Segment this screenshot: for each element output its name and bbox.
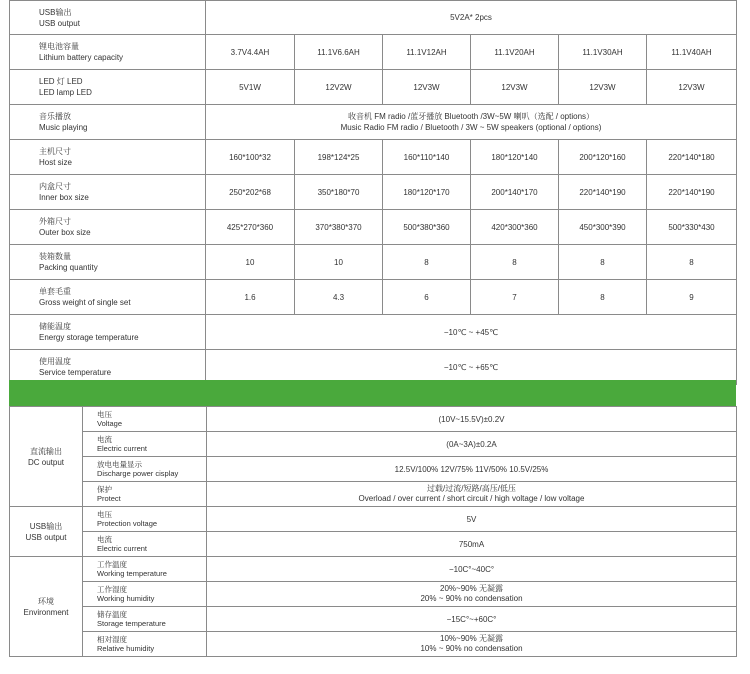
spec-value: 1.6 (206, 280, 295, 315)
spec-label-cn: 音乐播放 (39, 112, 71, 121)
spec-value: 180*120*140 (471, 140, 559, 175)
output-group-label (10, 507, 83, 557)
spec-label-en: Service temperature (39, 368, 112, 377)
output-param-value (207, 632, 737, 657)
spec-value: 4.3 (295, 280, 383, 315)
output-param-label (83, 632, 207, 657)
spec-value: 220*140*190 (559, 175, 647, 210)
spec-value: 370*380*370 (295, 210, 383, 245)
output-value-line: Overload / over current / short circuit / high voltage / low voltage (358, 494, 585, 503)
spec-label-cn: 外箱尺寸 (39, 217, 71, 226)
output-param-label (83, 607, 207, 632)
spec-value: 3.7V4.4AH (206, 35, 295, 70)
spec-label-en: Energy storage temperature (39, 333, 139, 342)
output-param-cn: 工作温度 (97, 560, 127, 569)
output-param-cn: 电流 (97, 535, 112, 544)
output-param-cn: 相对湿度 (97, 635, 127, 644)
spec-value: 12V3W (559, 70, 647, 105)
output-value-text: (10V~15.5V)±0.2V (438, 414, 505, 424)
spec-value: 12V3W (471, 70, 559, 105)
spec-label-en: Lithium battery capacity (39, 53, 124, 62)
output-param-value (207, 607, 737, 632)
spec-value: 12V2W (295, 70, 383, 105)
spec-label-cn: 主机尺寸 (39, 147, 71, 156)
spec-value: 425*270*360 (206, 210, 295, 245)
output-value-line: 20%~90% 无凝露 (440, 584, 503, 593)
spec-label-en: Music playing (39, 123, 88, 132)
output-value-text: 12.5V/100% 12V/75% 11V/50% 10.5V/25% (394, 464, 549, 474)
output-param-cn: 保护 (97, 485, 112, 494)
output-param-en: Discharge power cisplay (97, 469, 179, 478)
spec-label-en: Gross weight of single set (39, 298, 131, 307)
spec-label-cn: USB输出 (39, 7, 72, 17)
output-param-value (207, 407, 737, 432)
spec-label-cn: 使用温度 (39, 357, 71, 366)
output-row (10, 457, 737, 482)
spec-label-en: Outer box size (39, 228, 91, 237)
output-param-en: Voltage (97, 419, 123, 428)
output-param-label (83, 482, 207, 507)
spec-row (10, 1, 737, 35)
spec-value: 220*140*190 (647, 175, 737, 210)
output-row (10, 482, 737, 507)
spec-label (10, 315, 206, 350)
spec-row (10, 280, 737, 315)
spec-value: 12V3W (383, 70, 471, 105)
output-param-label (83, 432, 207, 457)
spec-value: 6 (383, 280, 471, 315)
output-param-en: Working humidity (97, 594, 155, 603)
output-row (10, 407, 737, 432)
output-group-label (10, 407, 83, 507)
output-value-line: 过载/过流/短路/高压/低压 (427, 484, 516, 493)
spec-label-cn: 内盒尺寸 (39, 182, 71, 191)
output-param-cn: 放电电量显示 (97, 460, 142, 469)
output-value-line: 10%~90% 无凝露 (440, 634, 503, 643)
spec-label (10, 245, 206, 280)
spec-value: 8 (647, 245, 737, 280)
output-row (10, 557, 737, 582)
spec-value: 11.1V40AH (647, 35, 737, 70)
output-value-text: 750mA (458, 539, 485, 549)
spec-label-en: Inner box size (39, 193, 89, 202)
output-param-cn: 电压 (97, 510, 112, 519)
output-param-label (83, 557, 207, 582)
output-param-en: Storage temperature (97, 619, 166, 628)
spec-label (10, 105, 206, 140)
output-group-en: USB output (25, 532, 67, 542)
output-group-label (10, 557, 83, 657)
output-param-label (83, 532, 207, 557)
spec-value: 500*330*430 (647, 210, 737, 245)
spec-value: 450*300*390 (559, 210, 647, 245)
spec-label-cn: 装箱数量 (39, 252, 71, 261)
output-param-cn: 电流 (97, 435, 112, 444)
output-param-value (207, 557, 737, 582)
spec-merged-value (206, 105, 737, 140)
spec-merged-text: −10℃ ~ +45℃ (443, 327, 499, 337)
output-param-cn: 电压 (97, 410, 112, 419)
output-row (10, 432, 737, 457)
spec-value: 9 (647, 280, 737, 315)
spec-row (10, 140, 737, 175)
spec-value: 12V3W (647, 70, 737, 105)
output-group-cn: USB输出 (29, 521, 63, 531)
output-row (10, 607, 737, 632)
spec-label-en: LED lamp LED (39, 88, 92, 97)
spec-label (10, 280, 206, 315)
spec-value: 8 (559, 280, 647, 315)
output-table (9, 406, 737, 657)
spec-value: 11.1V30AH (559, 35, 647, 70)
spec-label-cn: 储能温度 (39, 322, 71, 331)
output-row (10, 532, 737, 557)
spec-merged-line: Music Radio FM radio / Bluetooth / 3W ~ 5W speakers (optional / options) (340, 123, 602, 132)
spec-value: 5V1W (206, 70, 295, 105)
spec-label (10, 175, 206, 210)
spec-value: 420*300*360 (471, 210, 559, 245)
output-param-label (83, 457, 207, 482)
spec-value: 250*202*68 (206, 175, 295, 210)
spec-value: 198*124*25 (295, 140, 383, 175)
spec-value: 160*100*32 (206, 140, 295, 175)
spec-value: 10 (295, 245, 383, 280)
output-value-text: (0A~3A)±0.2A (446, 439, 497, 449)
spec-value: 11.1V20AH (471, 35, 559, 70)
spec-label-en: Packing quantity (39, 263, 98, 272)
output-value-line: 10% ~ 90% no condensation (420, 644, 523, 653)
spec-value: 8 (383, 245, 471, 280)
output-param-en: Electric current (97, 544, 148, 553)
output-param-en: Protect (97, 494, 121, 503)
output-param-en: Working temperature (97, 569, 167, 578)
output-value-text: −10C°~40C° (448, 564, 495, 574)
spec-label-en: Host size (39, 158, 72, 167)
output-param-label (83, 507, 207, 532)
output-group-en: DC output (27, 457, 65, 467)
spec-label-cn: 锂电池容量 (39, 42, 79, 51)
spec-value: 8 (471, 245, 559, 280)
spec-value: 11.1V12AH (383, 35, 471, 70)
output-param-en: Relative humidity (97, 644, 155, 653)
output-param-en: Protection voltage (97, 519, 158, 528)
output-group-cn: 直流输出 (30, 446, 62, 456)
output-param-label (83, 582, 207, 607)
spec-merged-value (206, 315, 737, 350)
spec-label-cn: 单套毛重 (39, 287, 71, 296)
spec-value: 8 (559, 245, 647, 280)
spec-merged-text: 5V2A* 2pcs (450, 13, 492, 22)
output-param-label (83, 407, 207, 432)
spec-label (10, 1, 206, 35)
spec-merged-line: 收音机 FM radio /蓝牙播放 Bluetooth /3W~5W 喇叭（选配 / options） (347, 112, 595, 121)
spec-value: 200*120*160 (559, 140, 647, 175)
spec-table (9, 0, 737, 385)
output-value-text: 5V (466, 514, 477, 524)
green-divider (9, 380, 736, 406)
output-row (10, 632, 737, 657)
output-param-value (207, 532, 737, 557)
spec-label (10, 140, 206, 175)
spec-row (10, 175, 737, 210)
output-value-text: −15C°~+60C° (446, 614, 497, 624)
output-group-en: Environment (23, 607, 69, 617)
output-param-cn: 工作湿度 (97, 585, 127, 594)
spec-merged-value (206, 1, 737, 35)
output-param-value (207, 432, 737, 457)
spec-value: 350*180*70 (295, 175, 383, 210)
spec-label-en: USB output (39, 18, 80, 28)
spec-label (10, 35, 206, 70)
spec-row (10, 35, 737, 70)
spec-value: 180*120*170 (383, 175, 471, 210)
output-value-line: 20% ~ 90% no condensation (420, 594, 523, 603)
spec-value: 7 (471, 280, 559, 315)
spec-row (10, 105, 737, 140)
spec-label (10, 70, 206, 105)
spec-value: 220*140*180 (647, 140, 737, 175)
output-group-cn: 环境 (38, 596, 54, 606)
spec-value: 160*110*140 (383, 140, 471, 175)
spec-row (10, 70, 737, 105)
output-param-en: Electric current (97, 444, 148, 453)
output-param-value (207, 457, 737, 482)
spec-row (10, 210, 737, 245)
output-row (10, 582, 737, 607)
output-param-value (207, 507, 737, 532)
output-param-cn: 储存温度 (97, 610, 127, 619)
spec-value: 200*140*170 (471, 175, 559, 210)
output-param-value (207, 482, 737, 507)
spec-value: 11.1V6.6AH (295, 35, 383, 70)
spec-label-cn: LED 灯 LED (39, 77, 83, 86)
spec-value: 500*380*360 (383, 210, 471, 245)
output-param-value (207, 582, 737, 607)
spec-value: 10 (206, 245, 295, 280)
output-row (10, 507, 737, 532)
spec-merged-text: −10℃ ~ +65℃ (443, 362, 499, 372)
spec-row (10, 315, 737, 350)
spec-row (10, 245, 737, 280)
spec-label (10, 210, 206, 245)
